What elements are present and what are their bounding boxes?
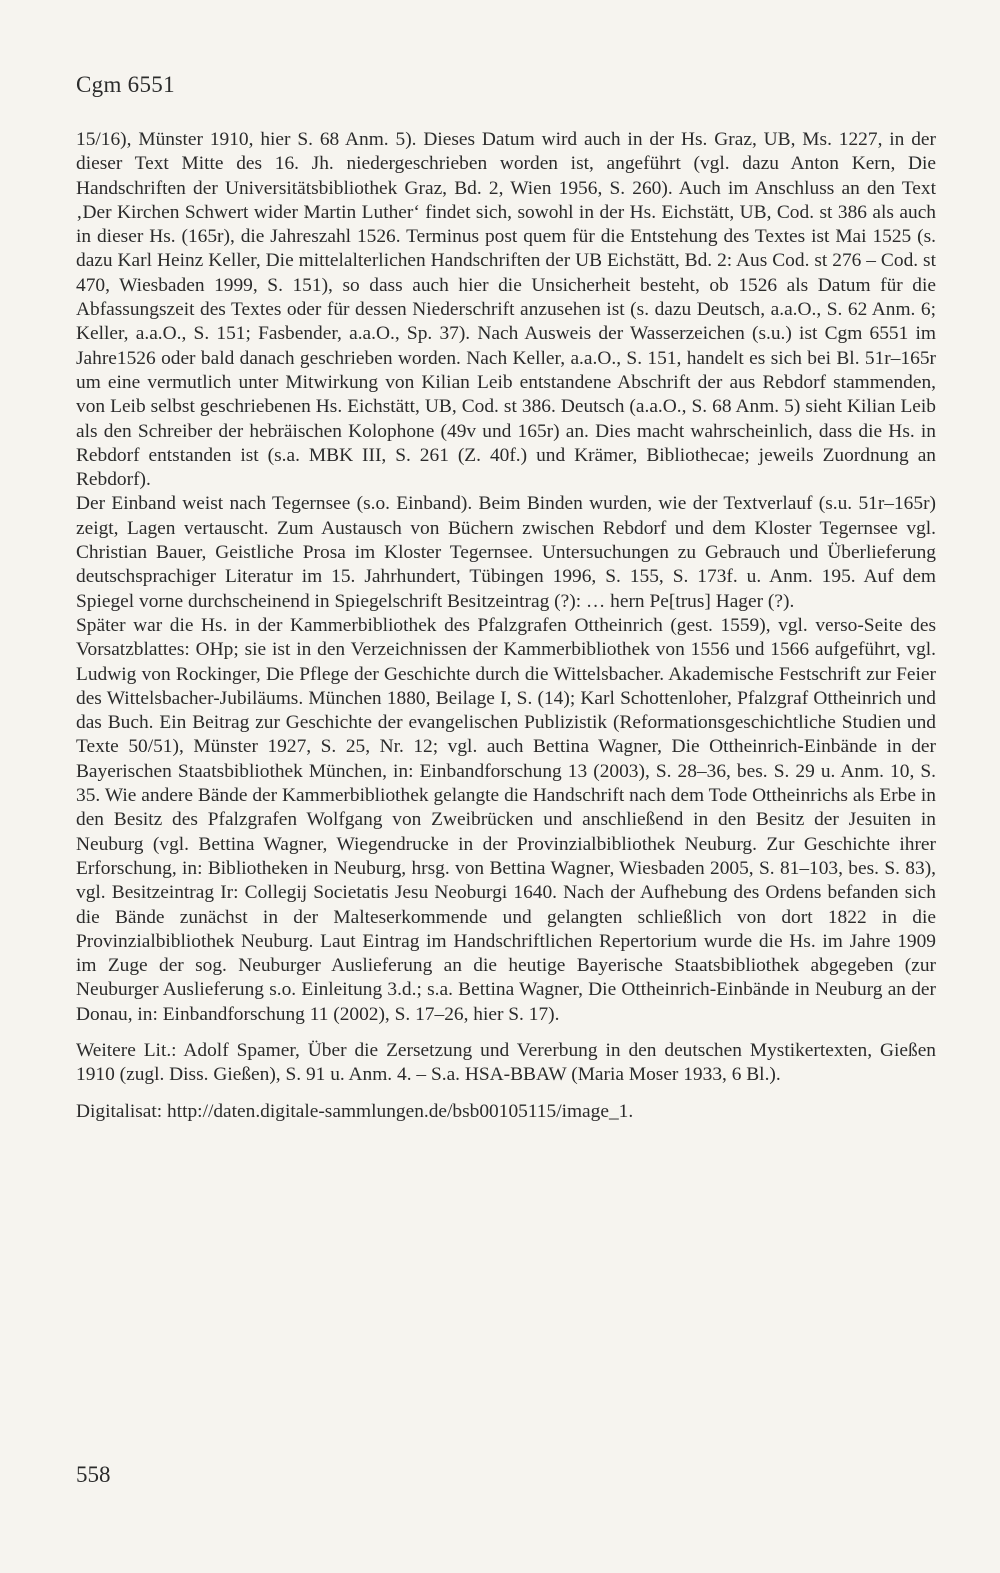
paragraph-dating: 15/16), Münster 1910, hier S. 68 Anm. 5). Dieses Datum wird auch in der Hs. Graz, UB, Ms. 1227, in der dieser Text Mitte des 16. Jh. niedergeschrieben worden ist, angeführt (vgl. dazu Anton Kern, Die Handschriften der Universitätsbibliothek Graz, Bd. 2, Wien 1956, S. 260). Auch im Anschluss an den Text ‚Der Kirchen Schwert wider Martin Luther‘ findet sich, sowohl in der Hs. Eichstätt, UB, Cod. st 386 als auch in dieser Hs. (165r), die Jahreszahl 1526. Terminus post quem für die Entstehung des Textes ist Mai 1525 (s. dazu Karl Heinz Keller, Die mittelalterlichen Handschriften der UB Eichstätt, Bd. 2: Aus Cod. st 276 – Cod. st 470, Wiesbaden 1999, S. 151), so dass auch hier die Unsicherheit besteht, ob 1526 als Datum für die Abfassungszeit des Textes oder für dessen Niederschrift anzusehen ist (s. dazu Deutsch, a.a.O., S. 62 Anm. 6; Keller, a.a.O., S. 151; Fasbender, a.a.O., Sp. 37). Nach Ausweis der Wasserzeichen (s.u.) ist Cgm 6551 im Jahre1526 oder bald danach geschrieben worden. Nach Keller, a.a.O., S. 151, handelt es sich bei Bl. 51r–165r um eine vermutlich unter Mitwirkung von Kilian Leib entstandene Abschrift der aus Rebdorf stammenden, von Leib selbst geschriebenen Hs. Eichstätt, UB, Cod. st 386. Deutsch (a.a.O., S. 68 Anm. 5) sieht Kilian Leib als den Schreiber der hebräischen Kolophone (49v und 165r) an. Dies macht wahrscheinlich, dass die Hs. in Rebdorf entstanden ist (s.a. MBK III, S. 261 (Z. 40f.) und Krämer, Bibliothecae; jeweils Zuordnung an Rebdorf). <box>76 129 936 491</box>
paragraph-further-literature: Weitere Lit.: Adolf Spamer, Über die Zersetzung und Vererbung in den deutschen Mystikertexten, Gießen 1910 (zugl. Diss. Gießen), S. 91 u. Anm. 4. – S.a. HSA-BBAW (Maria Moser 1933, 6 Bl.). <box>76 1039 936 1086</box>
paragraph-digitalisat: Digitalisat: http://daten.digitale-sammlungen.de/bsb00105115/image_1. <box>76 1100 634 1122</box>
paragraph-provenance: Später war die Hs. in der Kammerbibliothek des Pfalzgrafen Ottheinrich (gest. 1559), vgl. verso-Seite des Vorsatzblattes: OHp; sie ist in den Verzeichnissen der Kammerbibliothek von 1556 und 1566 aufgeführt, vgl. Ludwig von Rockinger, Die Pflege der Geschichte durch die Wittelsbacher. Akademische Festschrift zur Feier des Wittelsbacher-Jubiläums. München 1880, Beilage I, S. (14); Karl Schottenloher, Pfalzgraf Ottheinrich und das Buch. Ein Beitrag zur Geschichte der evangelischen Publizistik (Reformationsgeschichtliche Studien und Texte 50/51), Münster 1927, S. 25, Nr. 12; vgl. auch Bettina Wagner, Die Ottheinrich-Einbände in der Bayerischen Staatsbibliothek München, in: Einbandforschung 13 (2003), S. 28–36, bes. S. 29 u. Anm. 10, S. 35. Wie andere Bände der Kammerbibliothek gelangte die Handschrift nach dem Tode Ottheinrichs als Erbe in den Besitz des Pfalzgrafen Wolfgang von Zweibrücken und anschließend in den Besitz der Jesuiten in Neuburg (vgl. Bettina Wagner, Wiegendrucke in der Provinzialbibliothek Neuburg. Zur Geschichte ihrer Erforschung, in: Bibliotheken in Neuburg, hrsg. von Bettina Wagner, Wiesbaden 2005, S. 81–103, bes. S. 83), vgl. Besitzeintrag Ir: Collegij Societatis Jesu Neoburgi 1640. Nach der Aufhebung des Ordens befanden sich die Bände zunächst in der Malteserkommende und gelangten schließlich von dort 1822 in die Provinzialbibliothek Neuburg. Laut Eintrag im Handschriftlichen Repertorium wurde die Hs. im Jahre 1909 im Zuge der sog. Neuburger Auslieferung an die heutige Bayerische Staatsbibliothek abgegeben (zur Neuburger Auslieferung s.o. Einleitung 3.d.; s.a. Bettina Wagner, Die Ottheinrich-Einbände in Neuburg an der Donau, in: Einbandforschung 11 (2002), S. 17–26, hier S. 17). <box>76 614 936 1025</box>
body-text <box>76 128 936 1124</box>
running-header: Cgm 6551 <box>76 72 175 97</box>
page-number: 558 <box>76 1462 111 1487</box>
paragraph-binding: Der Einband weist nach Tegernsee (s.o. Einband). Beim Binden wurden, wie der Textverlauf (s.u. 51r–165r) zeigt, Lagen vertauscht. Zum Austausch von Büchern zwischen Rebdorf und dem Kloster Tegernsee vgl. Christian Bauer, Geistliche Prosa im Kloster Tegernsee. Untersuchungen zu Gebrauch und Überlieferung deutschsprachiger Literatur im 15. Jahrhundert, Tübingen 1996, S. 155, S. 173f. u. Anm. 195. Auf dem Spiegel vorne durchscheinend in Spiegelschrift Besitzeintrag (?): … hern Pe[trus] Hager (?). <box>76 493 936 612</box>
